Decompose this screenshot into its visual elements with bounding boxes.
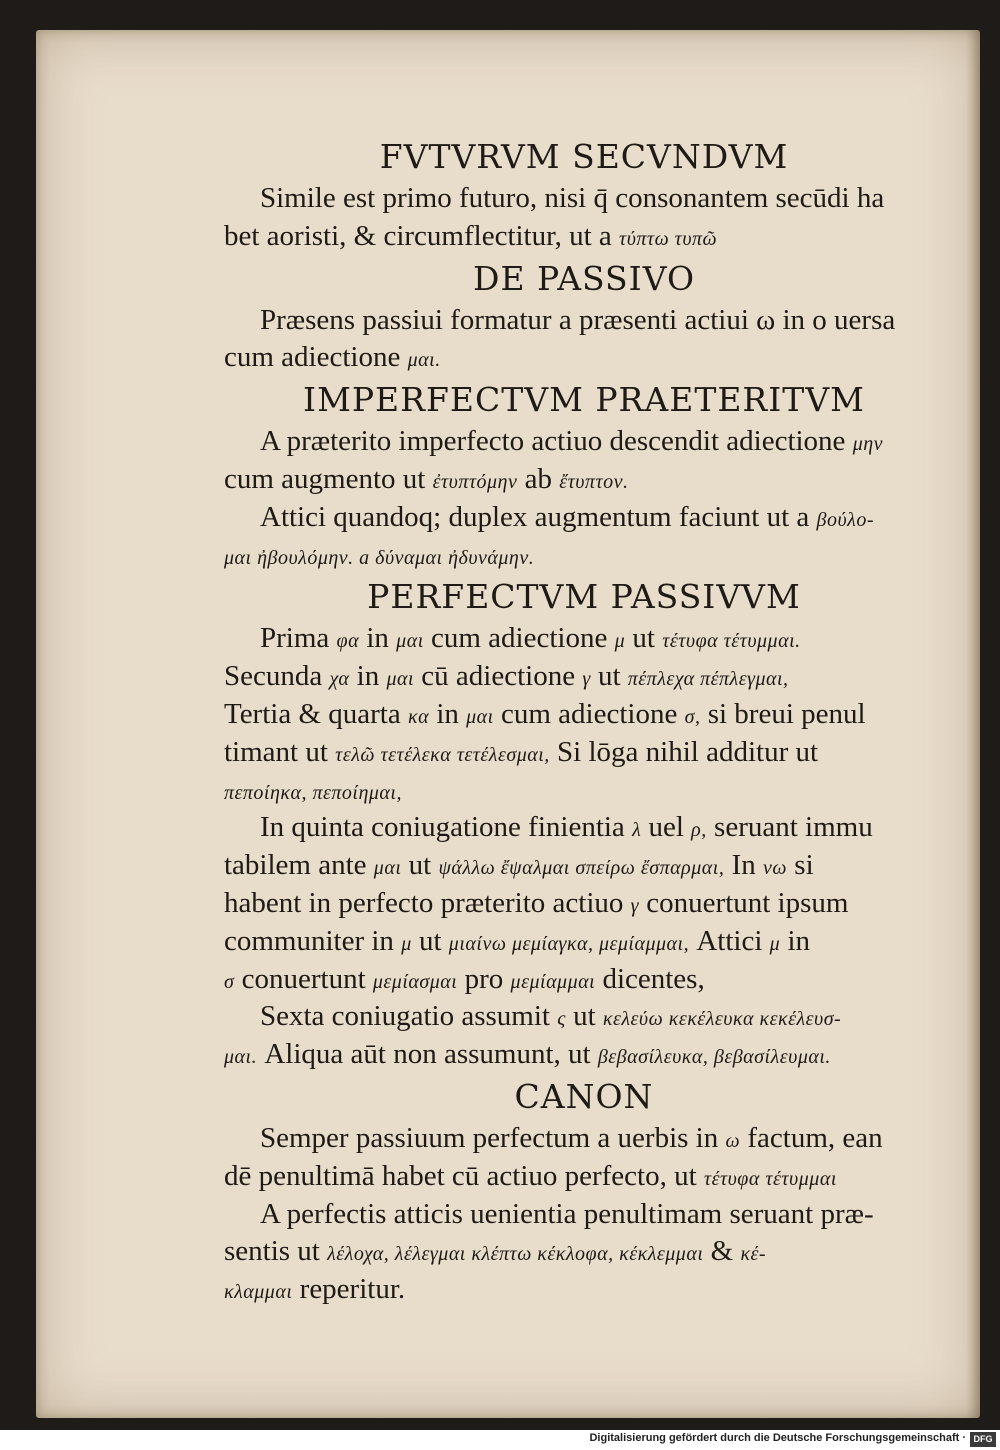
text-line [224, 658, 944, 696]
dfg-logo: DFG [970, 1432, 996, 1447]
text-line [224, 734, 944, 772]
greek-text: κέ- [740, 1243, 767, 1266]
latin-text: ut [565, 1000, 603, 1033]
section-heading: PERFECTVM PASSIVVM [367, 577, 801, 617]
text-line [224, 1196, 944, 1234]
greek-text: πεποίηκα, πεποίημαι, [224, 781, 402, 804]
latin-text: ut [401, 849, 439, 882]
greek-text: σ, [684, 705, 701, 728]
text-line [224, 620, 944, 658]
latin-text: sentis ut [224, 1235, 328, 1268]
latin-text: & [703, 1235, 741, 1268]
text-line [224, 180, 944, 218]
text-line [224, 461, 944, 499]
greek-text: ω [725, 1129, 741, 1152]
text-line [224, 961, 944, 999]
section-heading: FVTVRVM SECVNDVM [379, 137, 789, 176]
latin-text: communiter in [224, 924, 402, 957]
text-line [224, 772, 944, 810]
greek-text: λέλοχα, λέλεγμαι κλέπτω κέκλοφα, κέκλεμμαι [327, 1243, 704, 1266]
greek-text: μαι. [224, 1046, 258, 1069]
latin-text: Prima [260, 622, 337, 655]
text-line [224, 1158, 944, 1196]
greek-text: τέτυφα τέτυμμαι. [662, 630, 801, 653]
page-edge-shadow [966, 30, 980, 1418]
latin-text: ab [517, 462, 560, 495]
text-line [224, 809, 944, 847]
section-heading: CANON [514, 1076, 654, 1116]
latin-text: dicentes, [595, 962, 705, 995]
text-line [224, 1036, 944, 1074]
book-page [36, 30, 980, 1418]
text-line [224, 1233, 944, 1271]
text-line [224, 537, 944, 575]
greek-text: ἐτυπτόμην [432, 470, 518, 493]
greek-text: μ [769, 932, 781, 955]
latin-text: tabilem ante [224, 849, 374, 882]
text-line [224, 302, 944, 340]
section-heading: IMPERFECTVM PRAETERITVM [303, 380, 865, 420]
greek-text: πέπλεχα πέπλεγμαι, [627, 668, 789, 691]
latin-text: ut [411, 924, 449, 957]
greek-text: μαι [466, 705, 494, 728]
latin-text: conuertunt ipsum [639, 886, 849, 919]
greek-text: μεμίαμμαι [510, 970, 596, 993]
section-heading: DE PASSIVO [472, 258, 696, 298]
latin-text: cū adiectione [414, 660, 583, 693]
latin-text: A perfectis atticis uenientia penultimam seruant præ- [260, 1197, 874, 1230]
latin-text: in [349, 660, 387, 693]
greek-text: τύπτω τυπῶ [619, 227, 718, 250]
greek-text: μην [852, 433, 884, 456]
greek-text: δύναμαι ἠδυνάμην. [375, 546, 535, 569]
greek-text: μαι. [407, 349, 441, 372]
greek-text: ἔτυπτον. [559, 470, 629, 493]
text-line [224, 499, 944, 537]
latin-text: si [787, 849, 814, 882]
latin-text: Si lōga nihil additur ut [549, 735, 819, 768]
text-line [224, 998, 944, 1036]
latin-text: uel [641, 811, 692, 844]
greek-text: χα [329, 668, 350, 691]
greek-text: γ [582, 668, 591, 691]
funding-notice: Digitalisierung gefördert durch die Deutsche Forschungsgemeinschaft · [589, 1432, 966, 1444]
latin-text: dē penultimā habet cū actiuo perfecto, ut [224, 1159, 704, 1192]
greek-text: ρ, [691, 819, 707, 842]
greek-text: μαι [373, 857, 402, 880]
greek-text: βεβασίλευκα, βεβασίλευμαι. [597, 1046, 831, 1069]
greek-text: μεμίασμαι [372, 970, 458, 993]
greek-text: φα [336, 630, 360, 653]
latin-text: cum adiectione [423, 622, 615, 655]
greek-text: κα [407, 705, 430, 728]
latin-text: cum adiectione [224, 341, 408, 374]
page-text-block [224, 134, 944, 1309]
latin-text: ut [590, 660, 628, 693]
greek-text: σ [224, 970, 235, 993]
latin-text: ut [625, 622, 663, 655]
greek-text: μαι [386, 668, 415, 691]
latin-text: Semper passiuum perfectum a uerbis in [260, 1121, 726, 1154]
text-line [224, 847, 944, 885]
latin-text: Secunda [224, 660, 330, 693]
greek-text: μιαίνω μεμίαγκα, μεμίαμμαι, [448, 932, 690, 955]
latin-text: in [429, 697, 467, 730]
greek-text: μ [614, 630, 626, 653]
latin-text: habent in perfecto præterito actiuo [224, 886, 631, 919]
latin-text: Aliqua aūt non assumunt, ut [257, 1038, 598, 1071]
latin-text: Tertia & quarta [224, 697, 408, 730]
text-line [224, 339, 944, 377]
greek-text: μ [401, 932, 412, 955]
latin-text: pro [457, 962, 511, 995]
text-line [224, 1271, 944, 1309]
greek-text: ψάλλω ἔψαλμαι σπείρω ἔσπαρμαι, [438, 857, 725, 880]
latin-text: seruant immu [706, 811, 873, 844]
text-line [224, 423, 944, 461]
latin-text: In quinta coniugatione finientia [260, 811, 633, 844]
greek-text: νω [763, 857, 788, 880]
latin-text: Attici [689, 924, 770, 957]
greek-text: μαι [396, 630, 424, 653]
text-line [224, 696, 944, 734]
latin-text: bet aoristi, & circumflectitur, ut a [224, 219, 620, 252]
latin-text: cum adiectione [493, 697, 685, 730]
latin-text: timant ut [224, 735, 336, 768]
latin-text: reperitur. [292, 1273, 406, 1306]
digitization-footer [0, 1430, 1000, 1450]
latin-text: Præsens passiui formatur a præsenti actiui ω in ο uersa [260, 303, 896, 336]
latin-text: si breui penul [700, 697, 866, 730]
greek-text: ς [557, 1008, 566, 1031]
text-line [224, 218, 944, 256]
latin-text: Simile est primo futuro, nisi q̄ consonantem secūdi ha [260, 182, 885, 214]
greek-text: τελῶ τετέλεκα τετέλεσμαι, [335, 743, 550, 766]
text-line [224, 923, 944, 961]
latin-text: In [724, 849, 764, 882]
latin-text: Sexta coniugatio assumit [260, 1000, 558, 1033]
latin-text: conuertunt [234, 962, 373, 995]
greek-text: μαι ἠβουλόμην. a [224, 546, 376, 569]
latin-text: in [359, 622, 397, 655]
greek-text: λ [632, 819, 642, 842]
greek-text: κελεύω κεκέλευκα κεκέλευσ- [602, 1008, 842, 1031]
latin-text: factum, ean [740, 1121, 883, 1154]
text-line [224, 885, 944, 923]
latin-text: cum augmento ut [224, 462, 433, 495]
greek-text: κλαμμαι [224, 1281, 293, 1304]
greek-text: τέτυφα τέτυμμαι [703, 1167, 837, 1190]
text-line [224, 1120, 944, 1158]
latin-text: in [780, 924, 810, 957]
latin-text: A præterito imperfecto actiuo descendit adiectione [260, 425, 853, 458]
latin-text: Attici quandoq; duplex augmentum faciunt ut a [260, 500, 817, 533]
greek-text: γ [630, 894, 640, 917]
greek-text: βούλο- [816, 508, 874, 531]
